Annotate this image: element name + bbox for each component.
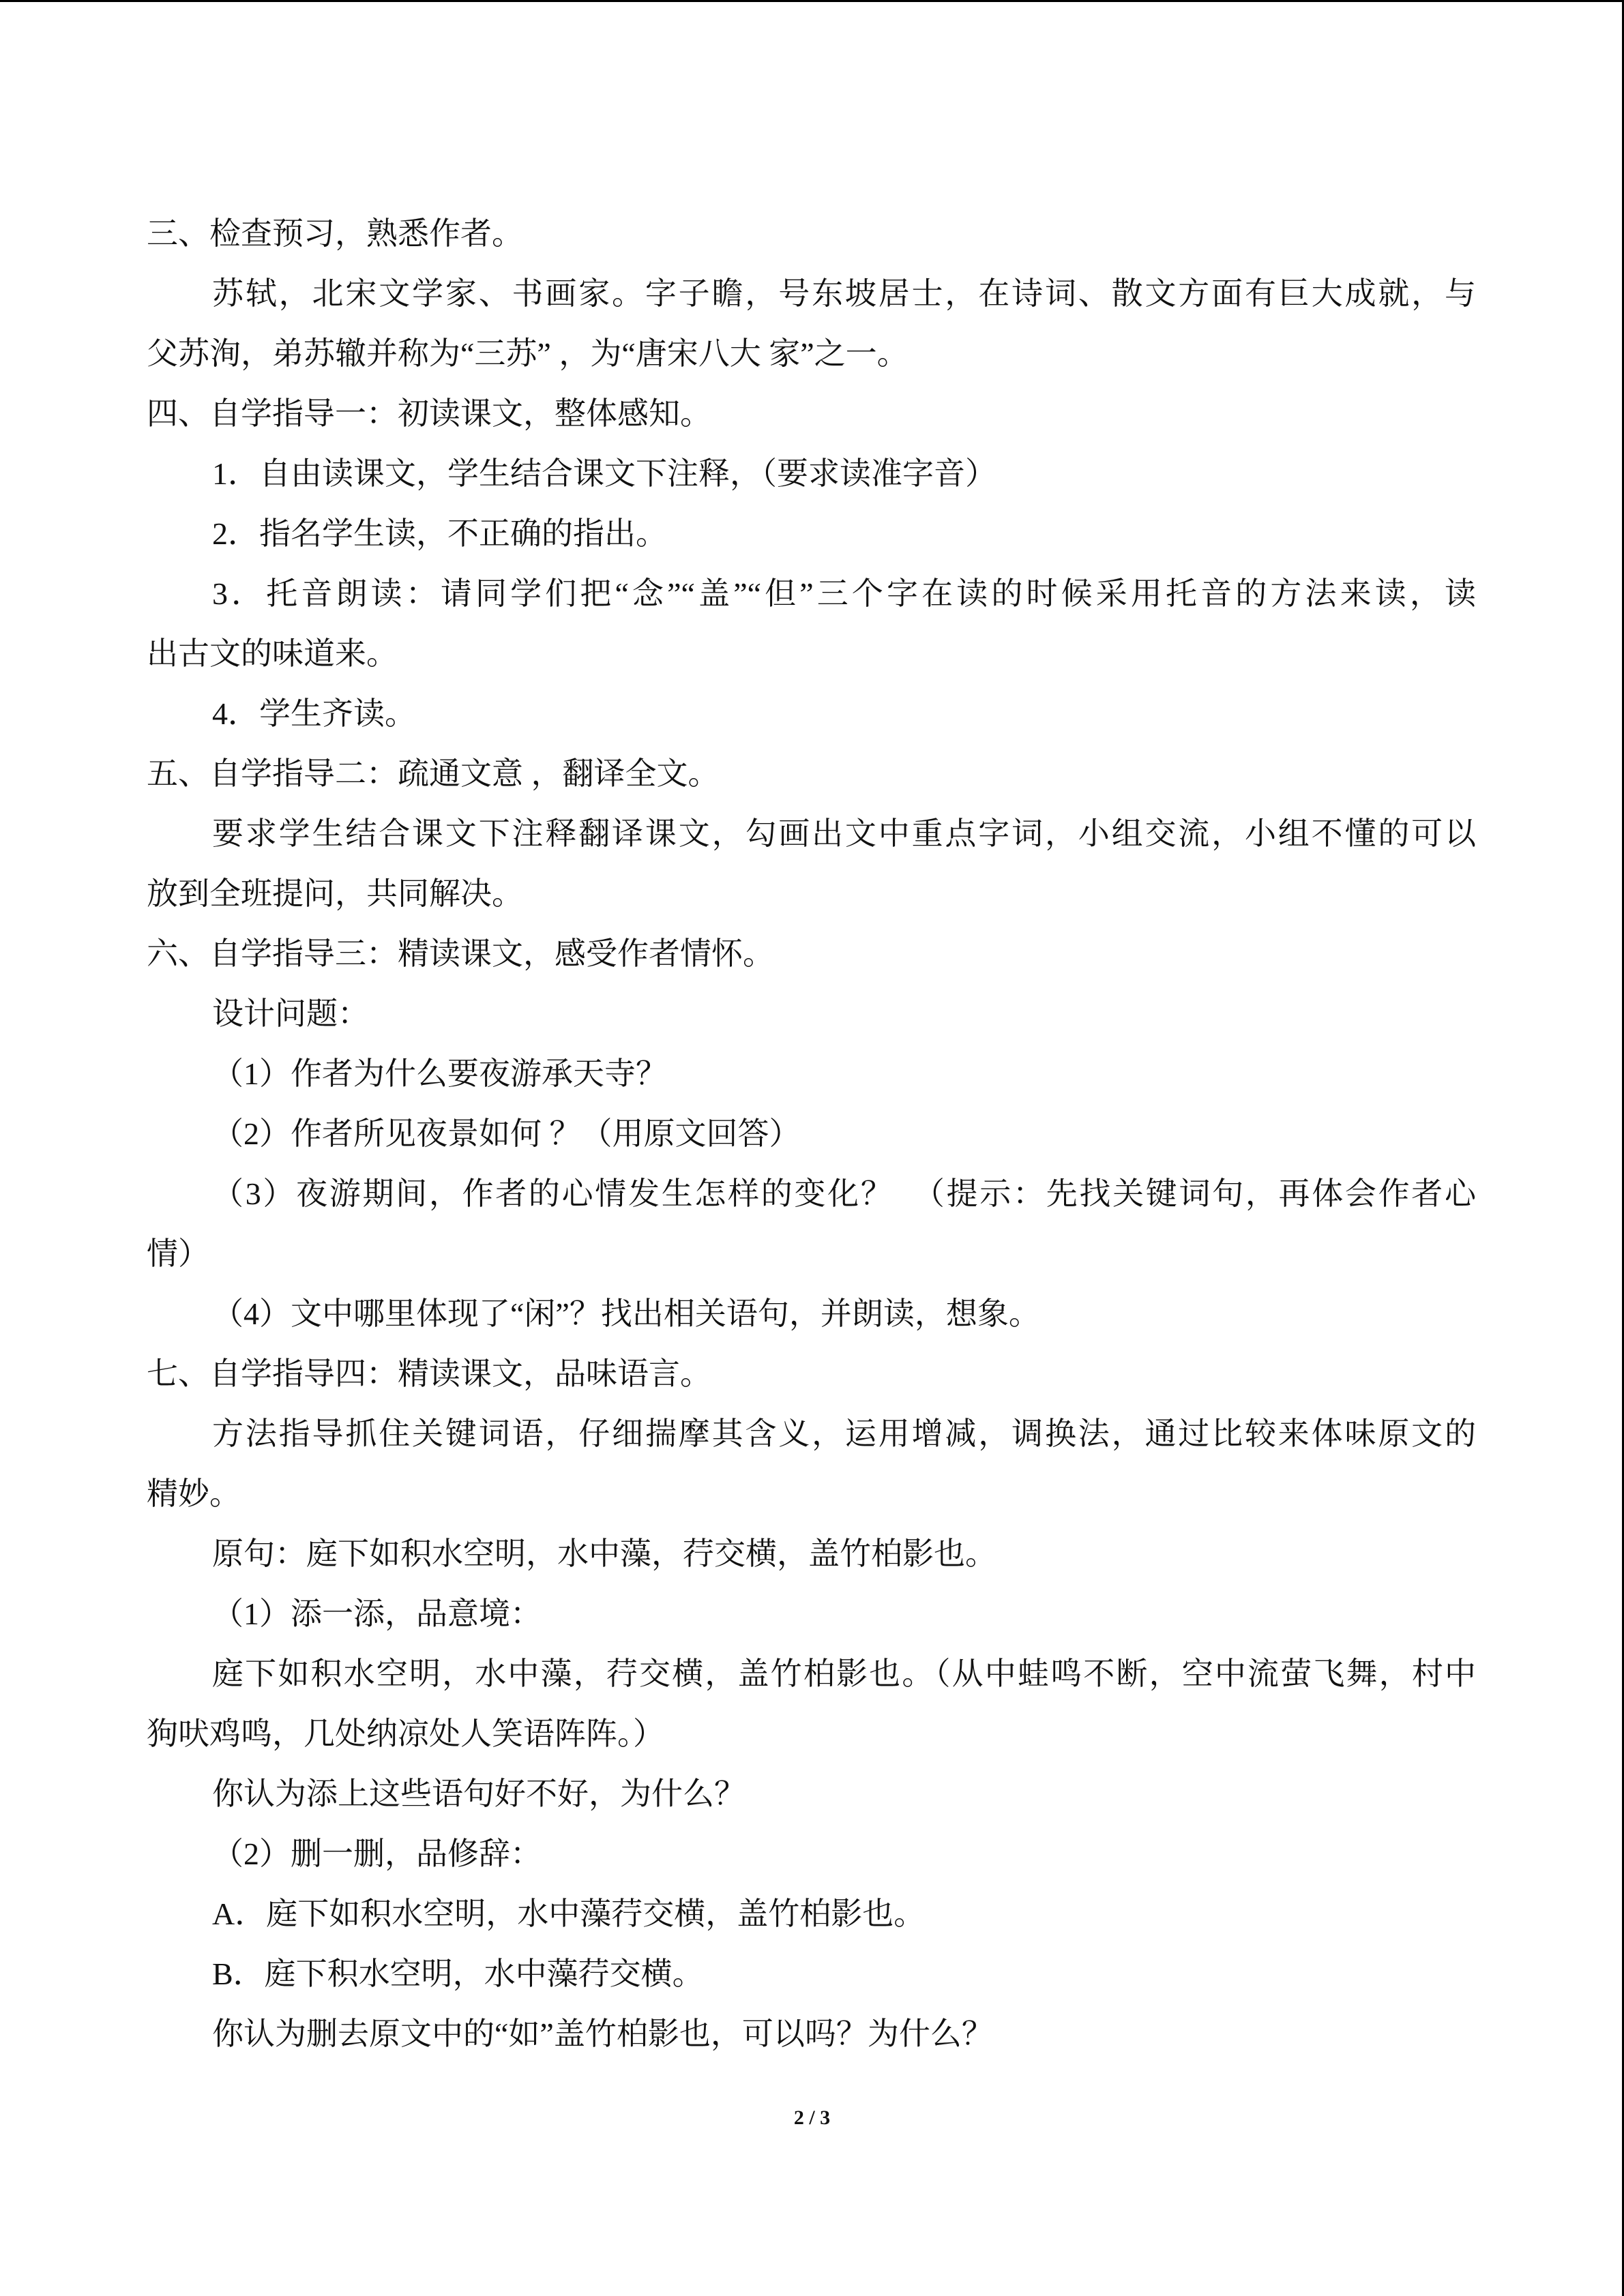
question-item: （4）文中哪里体现了“闲”？找出相关语句，并朗读，想象。 xyxy=(212,1296,1040,1331)
paragraph-line: 父苏洵，弟苏辙并称为“三苏” ，为“唐宋八大 家”之一。 xyxy=(147,336,909,371)
paragraph-line: 原句：庭下如积水空明，水中藻，荇交横，盖竹柏影也。 xyxy=(212,1536,996,1571)
paragraph-line: 要求学生结合课文下注释翻译课文，勾画出文中重点字词，小组交流，小组不懂的可以 xyxy=(212,816,1476,851)
question-item: （1）作者为什么要夜游承天寺？ xyxy=(212,1056,667,1091)
option-item: B．庭下积水空明，水中藻荇交横。 xyxy=(212,1956,704,1991)
paragraph-line: 精妙。 xyxy=(147,1476,241,1511)
list-item: 4．学生齐读。 xyxy=(212,696,416,731)
section-heading-7: 七、自学指导四：精读课文，品味语言。 xyxy=(147,1356,711,1391)
question-item: （1）添一添，品意境： xyxy=(212,1596,542,1631)
paragraph-line: 情） xyxy=(147,1236,209,1271)
paragraph-line: 放到全班提问，共同解决。 xyxy=(147,876,523,911)
list-item: 2．指名学生读，不正确的指出。 xyxy=(212,516,667,551)
paragraph-line: 你认为删去原文中的“如”盖竹柏影也，可以吗？为什么？ xyxy=(212,2016,993,2051)
paragraph-line: 方法指导抓住关键词语，仔细揣摩其含义，运用增减，调换法，通过比较来体味原文的 xyxy=(212,1416,1476,1451)
paragraph-line: 苏轼，北宋文学家、书画家。字子瞻，号东坡居士，在诗词、散文方面有巨大成就，与 xyxy=(212,276,1476,311)
paragraph-line: 狗吠鸡鸣，几处纳凉处人笑语阵阵。） xyxy=(147,1716,664,1751)
section-heading-3: 三、检查预习，熟悉作者。 xyxy=(147,216,523,251)
page-number: 2 / 3 xyxy=(793,2106,831,2129)
section-heading-4: 四、自学指导一：初读课文，整体感知。 xyxy=(147,396,711,431)
option-item: A．庭下如积水空明，水中藻荇交横，盖竹柏影也。 xyxy=(212,1896,926,1931)
section-heading-5: 五、自学指导二：疏通文意 ，翻译全文。 xyxy=(147,756,720,791)
question-item: （2）删一删，品修辞： xyxy=(212,1836,542,1871)
paragraph-line: 出古文的味道来。 xyxy=(147,636,398,671)
paragraph-line: 你认为添上这些语句好不好，为什么？ xyxy=(212,1776,745,1811)
page-border-top xyxy=(0,0,1624,2)
section-heading-6: 六、自学指导三：精读课文，感受作者情怀。 xyxy=(147,936,774,971)
question-item: （2）作者所见夜景如何 ？（用原文回答） xyxy=(212,1116,801,1151)
paragraph-line: 设计问题： xyxy=(212,996,369,1031)
paragraph-line: 庭下如积水空明，水中藻，荇交横，盖竹柏影也。（从中蛙鸣不断，空中流萤飞舞，村中 xyxy=(212,1656,1476,1691)
document-body xyxy=(147,204,1476,2064)
list-item: 1．自由读课文，学生结合课文下注释，（要求读准字音） xyxy=(212,456,996,491)
question-item: （3）夜游期间，作者的心情发生怎样的变化？ （提示：先找关键词句，再体会作者心 xyxy=(212,1176,1476,1211)
list-item: 3．托音朗读：请同学们把“念”“盖”“但”三个字在读的时候采用托音的方法来读，读 xyxy=(212,576,1476,611)
